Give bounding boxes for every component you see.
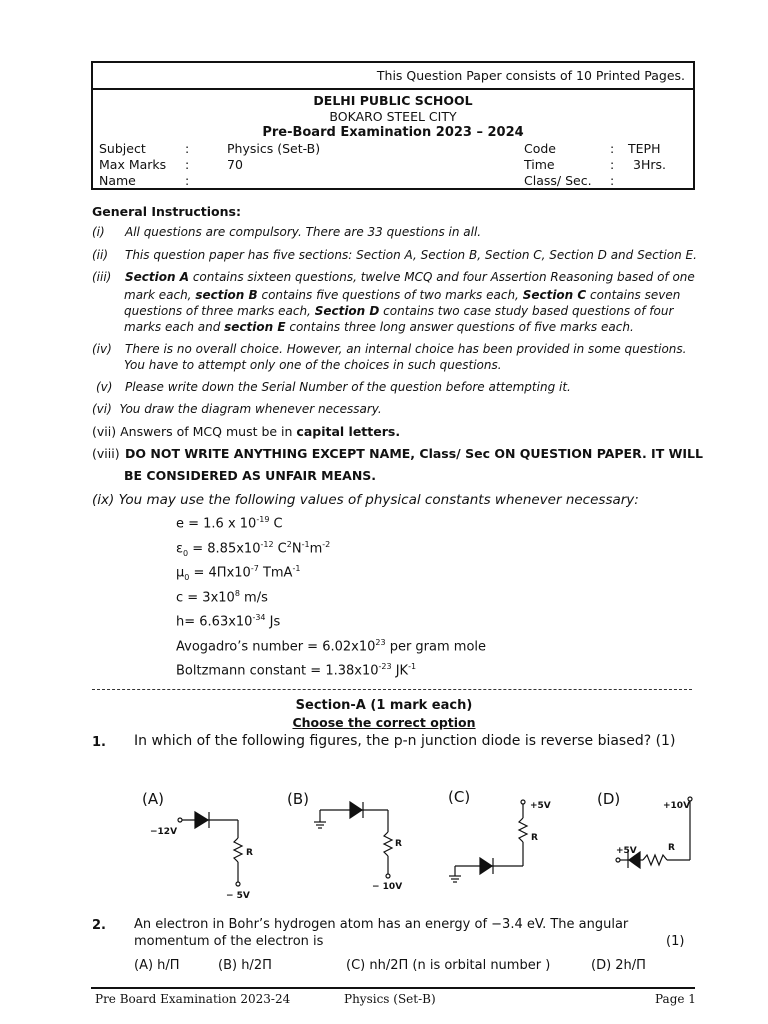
instruction-text: contains five questions of two marks each, — [257, 288, 523, 302]
unit: Js — [265, 614, 281, 630]
pages-note: This Question Paper consists of 10 Printed Pages. — [376, 68, 685, 83]
max-marks-label: Max Marks — [99, 157, 167, 172]
section-subtitle: Choose the correct option — [292, 715, 476, 730]
unit: C — [273, 541, 287, 557]
colon: : — [185, 157, 190, 172]
header-box — [91, 61, 695, 190]
unit: per gram mole — [385, 639, 487, 655]
figure-label-d: (D) — [597, 790, 621, 808]
constant-text: Avogadro’s number = 6.02x10 — [176, 639, 376, 655]
resistor-label: R — [246, 848, 253, 858]
instruction-iii-line4 — [124, 320, 634, 334]
code-label: Code — [524, 141, 557, 156]
instruction-iii — [92, 270, 695, 284]
exponent: -12 — [260, 540, 274, 549]
colon: : — [610, 157, 615, 172]
figure-label-a: (A) — [142, 790, 164, 808]
exponent: -1 — [301, 540, 310, 549]
instruction-text: contains sixteen questions, twelve MCQ and four Assertion Reasoning based of one — [189, 270, 695, 284]
instruction-num: (i) — [92, 225, 105, 239]
section-d-ref: Section D — [314, 304, 380, 318]
constant-electron-charge — [176, 515, 283, 531]
exponent: 8 — [234, 589, 240, 598]
code-value: TEPH — [628, 141, 661, 156]
option-c: (C) nh/2Π (n is orbital number ) — [346, 958, 551, 973]
constant-text: c = 3x10 — [176, 590, 235, 606]
voltage-label: −12V — [150, 827, 178, 837]
exponent: 23 — [375, 638, 386, 647]
constant-permittivity — [176, 540, 330, 558]
instruction-v — [96, 380, 571, 394]
voltage-label: +5V — [616, 846, 637, 856]
question-text: An electron in Bohr’s hydrogen atom has an energy of −3.4 eV. The angular — [134, 917, 629, 932]
exponent: -1 — [408, 662, 417, 671]
section-e-ref: section E — [224, 320, 286, 334]
subscript: 0 — [183, 548, 189, 558]
footer-subject: Physics (Set-B) — [344, 992, 436, 1006]
exponent: -1 — [292, 564, 301, 573]
instruction-emphasis: capital letters. — [296, 424, 401, 439]
school-name: DELHI PUBLIC SCHOOL — [313, 93, 473, 108]
instruction-num: (ix) — [92, 492, 115, 508]
voltage-label: +10V — [663, 801, 691, 811]
section-b-ref: section B — [195, 288, 258, 302]
resistor-label: R — [531, 833, 538, 843]
subject-label: Subject — [99, 141, 146, 156]
constant-planck — [176, 613, 280, 629]
constant-text: Boltzmann constant = 1.38x10 — [176, 663, 379, 679]
constant-text: h= 6.63x10 — [176, 614, 253, 630]
colon: : — [610, 141, 615, 156]
instruction-num: (iii) — [92, 270, 112, 284]
option-d: (D) 2h/Π — [591, 958, 646, 973]
colon: : — [610, 173, 615, 188]
unit: m/s — [239, 590, 268, 606]
instruction-text: You draw the diagram whenever necessary. — [119, 402, 382, 416]
voltage-label: − 5V — [226, 891, 250, 901]
instruction-i — [92, 225, 481, 239]
exponent: -2 — [322, 540, 331, 549]
instruction-text: Please write down the Serial Number of the question before attempting it. — [125, 380, 571, 394]
instructions-heading: General Instructions: — [92, 204, 241, 219]
instruction-vii — [92, 424, 400, 439]
symbol: ε — [176, 541, 184, 557]
instruction-num: (vii) — [92, 424, 117, 439]
constant-boltzmann — [176, 662, 416, 678]
instruction-text: DO NOT WRITE ANYTHING EXCEPT NAME, Class/ Sec ON QUESTION PAPER. IT WILL — [125, 446, 703, 461]
instruction-viii — [92, 446, 703, 461]
option-a: (A) h/Π — [134, 958, 180, 973]
instruction-viii-line2: BE CONSIDERED AS UNFAIR MEANS. — [124, 468, 377, 483]
unit: TmA — [258, 565, 293, 581]
instruction-text: contains three long answer questions of five marks each. — [285, 320, 634, 334]
instruction-iv-line2: You have to attempt only one of the choices in such questions. — [124, 358, 502, 372]
class-sec-label: Class/ Sec. — [524, 173, 592, 188]
instruction-text: contains seven — [586, 288, 681, 302]
exponent: -23 — [378, 662, 392, 671]
constant-text: = 4Πx10 — [189, 565, 251, 581]
time-value: 3Hrs. — [633, 157, 666, 172]
colon: : — [185, 173, 190, 188]
instruction-text: questions of three marks each, — [124, 304, 315, 318]
instruction-num: (v) — [96, 380, 113, 394]
colon: : — [185, 141, 190, 156]
constant-text: e = 1.6 x 10 — [176, 516, 257, 532]
instruction-text: contains two case study based questions of four — [379, 304, 674, 318]
section-a-ref: Section A — [125, 270, 189, 284]
instruction-vi — [92, 402, 382, 416]
question-text-line2: momentum of the electron is — [134, 934, 324, 949]
footer-rule — [91, 987, 695, 989]
subject-value: Physics (Set-B) — [227, 141, 321, 156]
instruction-text: mark each, — [124, 288, 196, 302]
instruction-text: Answers of MCQ must be in — [120, 424, 297, 439]
instruction-ii — [92, 248, 697, 262]
time-label: Time — [524, 157, 555, 172]
dashed-divider — [92, 689, 692, 690]
unit: N — [291, 541, 302, 557]
instruction-text: All questions are compulsory. There are 33 questions in all. — [125, 225, 482, 239]
instruction-num: (iv) — [92, 342, 112, 356]
exponent: -19 — [256, 515, 270, 524]
unit: m — [309, 541, 323, 557]
question-number: 1. — [92, 735, 106, 750]
max-marks-value: 70 — [227, 157, 243, 172]
exponent: -7 — [250, 564, 259, 573]
exam-title: Pre-Board Examination 2023 – 2024 — [262, 125, 524, 140]
resistor-label: R — [668, 843, 675, 853]
instruction-ix — [92, 492, 639, 508]
instruction-text: There is no overall choice. However, an internal choice has been provided in some questions. — [125, 342, 687, 356]
voltage-label: +5V — [530, 801, 551, 811]
voltage-label: − 10V — [372, 882, 403, 892]
option-b: (B) h/2Π — [218, 958, 272, 973]
instruction-iii-line3 — [124, 304, 673, 318]
constant-avogadro — [176, 638, 486, 654]
question-text: In which of the following figures, the p-n junction diode is reverse biased? (1) — [134, 733, 676, 749]
school-city: BOKARO STEEL CITY — [329, 109, 457, 124]
instruction-num: (viii) — [92, 446, 120, 461]
resistor-label: R — [395, 839, 402, 849]
instruction-text: marks each and — [124, 320, 225, 334]
diode-circuit-figures — [130, 782, 710, 904]
section-title: Section-A (1 mark each) — [295, 698, 473, 713]
instruction-iv — [92, 342, 686, 356]
symbol: μ — [176, 565, 185, 581]
footer-exam: Pre Board Examination 2023-24 — [95, 992, 291, 1006]
exponent: 2 — [286, 540, 292, 549]
figure-label-c: (C) — [448, 788, 471, 806]
exponent: -34 — [252, 613, 266, 622]
figure-label-b: (B) — [287, 790, 309, 808]
constant-permeability — [176, 564, 300, 582]
section-c-ref: Section C — [522, 288, 587, 302]
header-top-row — [93, 63, 693, 90]
instruction-num: (ii) — [92, 248, 109, 262]
name-label: Name — [99, 173, 136, 188]
question-marks: (1) — [666, 934, 685, 949]
instruction-text: This question paper has five sections: Section A, Section B, Section C, Section D and Section E. — [125, 248, 697, 262]
instruction-num: (vi) — [92, 402, 112, 416]
constant-speed-of-light — [176, 589, 268, 605]
unit: JK — [391, 663, 409, 679]
question-number: 2. — [92, 918, 106, 933]
subscript: 0 — [184, 572, 190, 582]
unit: C — [269, 516, 283, 532]
instruction-iii-line2 — [124, 288, 680, 302]
footer-page-number: Page 1 — [655, 992, 696, 1006]
instruction-text: You may use the following values of physical constants whenever necessary: — [118, 492, 639, 508]
constant-text: = 8.85x10 — [188, 541, 261, 557]
